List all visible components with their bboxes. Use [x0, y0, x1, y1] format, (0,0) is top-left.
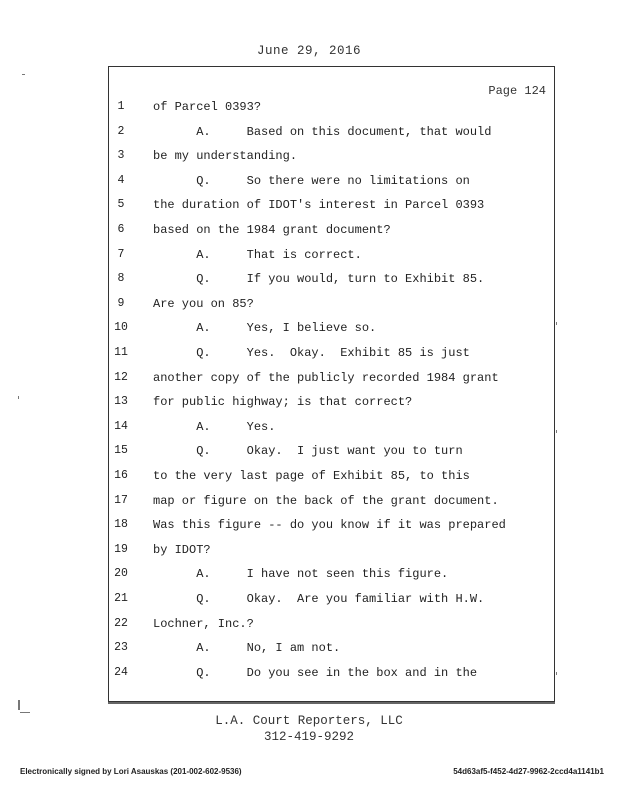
- scan-speck: [18, 700, 20, 710]
- transcript-line: [0, 100, 618, 118]
- line-text: Q. Do you see in the box and in the: [153, 665, 478, 680]
- transcript-line: [0, 395, 618, 413]
- document-id: 54d63af5-f452-4d27-9962-2ccd4a1141b1: [453, 767, 604, 776]
- transcript-line: [0, 420, 618, 438]
- line-number: 17: [114, 493, 128, 507]
- frame-bottom-border: [108, 702, 555, 704]
- line-text: A. Yes, I believe so.: [153, 321, 377, 336]
- line-number: 6: [117, 223, 125, 236]
- transcript-line: [0, 641, 618, 659]
- line-text: Q. So there were no limitations on: [153, 173, 470, 188]
- line-number: 23: [114, 641, 128, 655]
- line-number: 4: [117, 173, 125, 187]
- transcript-line: [0, 149, 618, 167]
- transcript-line: [0, 297, 618, 315]
- scan-speck: [556, 430, 557, 433]
- line-number: 24: [114, 665, 128, 679]
- line-text: A. Yes.: [153, 419, 276, 434]
- line-text: of Parcel 0393?: [153, 100, 262, 114]
- line-number: 22: [114, 616, 128, 630]
- line-text: Q. Okay. I just want you to turn: [153, 444, 463, 459]
- court-reporter-name: L.A. Court Reporters, LLC: [215, 714, 403, 728]
- line-text: to the very last page of Exhibit 85, to this: [153, 469, 470, 483]
- transcript-line: [0, 248, 618, 266]
- court-reporter-phone: 312-419-9292: [263, 730, 354, 744]
- scan-speck: [556, 672, 557, 675]
- line-text: A. Based on this document, that would: [153, 124, 492, 139]
- line-number: 21: [114, 592, 128, 605]
- transcript-line: [0, 174, 618, 192]
- header-date: June 29, 2016: [256, 44, 362, 58]
- line-text: for public highway; is that correct?: [153, 395, 413, 410]
- scan-speck: [22, 74, 25, 75]
- transcript-line: [0, 469, 618, 487]
- transcript-line: [0, 346, 618, 364]
- scan-speck: [18, 396, 19, 399]
- transcript-line: [0, 494, 618, 512]
- scan-speck: [20, 712, 30, 713]
- line-text: the duration of IDOT's interest in Parcel 0393: [153, 198, 485, 213]
- line-number: 10: [114, 321, 128, 335]
- line-text: be my understanding.: [153, 149, 298, 164]
- line-text: Q. Okay. Are you familiar with H.W.: [153, 592, 485, 606]
- transcript-line: [0, 444, 618, 462]
- line-text: Are you on 85?: [153, 296, 254, 311]
- transcript-line: [0, 223, 618, 241]
- line-number: 16: [114, 469, 128, 482]
- line-number: 2: [117, 124, 125, 138]
- line-text: Lochner, Inc.?: [153, 616, 254, 631]
- scan-speck: [556, 322, 557, 325]
- line-number: 19: [114, 542, 128, 556]
- line-number: 7: [117, 247, 125, 261]
- electronic-signature-note: Electronically signed by Lori Asauskas (201-002-602-9536): [20, 767, 242, 776]
- line-text: Q. Yes. Okay. Exhibit 85 is just: [153, 346, 470, 360]
- transcript-line: [0, 592, 618, 610]
- transcript-line: [0, 567, 618, 585]
- transcript-line: [0, 518, 618, 536]
- line-number: 20: [114, 567, 128, 581]
- line-number: 1: [117, 100, 125, 113]
- transcript-line: [0, 371, 618, 389]
- line-number: 5: [117, 198, 125, 212]
- line-text: another copy of the publicly recorded 1984 grant: [153, 370, 499, 385]
- line-text: Q. If you would, turn to Exhibit 85.: [153, 272, 485, 287]
- transcript-line: [0, 321, 618, 339]
- line-text: A. No, I am not.: [153, 641, 341, 656]
- transcript-line: [0, 543, 618, 561]
- line-number: 18: [114, 518, 128, 532]
- line-text: A. I have not seen this figure.: [153, 567, 449, 582]
- line-number: 12: [114, 370, 128, 384]
- line-number: 15: [114, 444, 128, 458]
- transcript-line: [0, 198, 618, 216]
- line-text: map or figure on the back of the grant document.: [153, 493, 499, 508]
- transcript-line: [0, 666, 618, 684]
- line-text: A. That is correct.: [153, 247, 362, 262]
- line-number: 3: [117, 149, 125, 163]
- line-number: 11: [114, 346, 128, 359]
- transcript-line: [0, 617, 618, 635]
- line-text: by IDOT?: [153, 542, 211, 557]
- transcript-line: [0, 125, 618, 143]
- line-text: based on the 1984 grant document?: [153, 223, 391, 237]
- line-text: Was this figure -- do you know if it was prepared: [153, 518, 506, 533]
- line-number: 13: [114, 395, 128, 409]
- line-number: 14: [114, 419, 128, 433]
- line-number: 9: [117, 296, 125, 310]
- line-number: 8: [117, 272, 125, 286]
- page-number: Page 124: [488, 84, 546, 98]
- transcript-line: [0, 272, 618, 290]
